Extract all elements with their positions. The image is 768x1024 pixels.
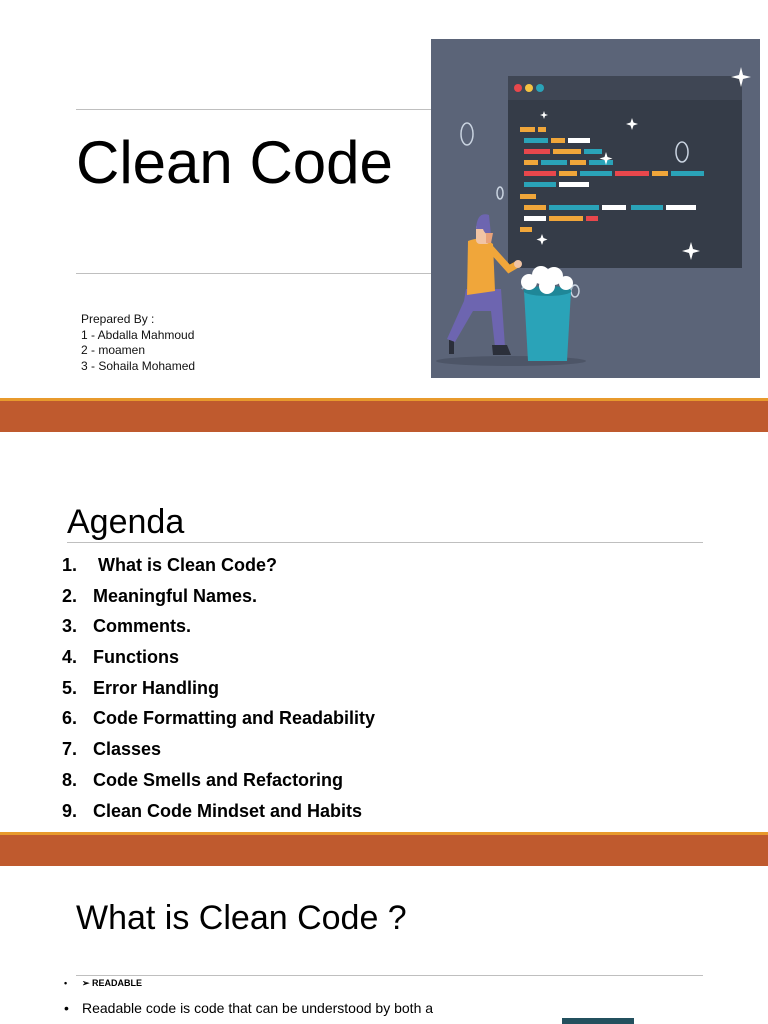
agenda-title: Agenda <box>67 503 185 541</box>
agenda-item: 3. Comments. <box>62 616 192 637</box>
section-title: What is Clean Code ? <box>76 899 407 937</box>
title-slide <box>0 0 768 400</box>
prepared-by-label: Prepared By : <box>81 312 155 326</box>
bullet-dot-icon: • <box>64 978 68 988</box>
agenda-item: 1. What is Clean Code? <box>62 555 278 575</box>
divider-band-2 <box>0 835 768 866</box>
agenda-rule <box>67 542 703 543</box>
member-1: 1 - Abdalla Mahmoud <box>81 327 195 342</box>
member-3: 3 - Sohaila Mohamed <box>81 358 196 373</box>
what-is-clean-code-slide <box>0 866 768 1024</box>
agenda-item: 5. Error Handling <box>62 677 220 698</box>
title-top-rule <box>76 109 432 110</box>
agenda-item: 6. Code Formatting and Readability <box>62 708 376 729</box>
agenda-item: 7. Classes <box>62 739 162 760</box>
bullet-dot-icon: • <box>64 1000 69 1016</box>
agenda-item: 2. Meaningful Names. <box>62 585 258 606</box>
decorative-shape <box>562 1018 634 1024</box>
agenda-slide <box>0 432 768 832</box>
agenda-item: 8. Code Smells and Refactoring <box>62 769 344 790</box>
section-rule <box>76 975 703 976</box>
divider-band-1 <box>0 401 768 432</box>
readable-description: • Readable code is code that can be understood by both a <box>64 1000 434 1016</box>
agenda-item: 9. Clean Code Mindset and Habits <box>62 800 363 821</box>
slide-title: Clean Code <box>76 129 393 196</box>
clean-code-illustration <box>431 39 760 378</box>
member-2: 2 - moamen <box>81 343 146 357</box>
title-bottom-rule <box>76 273 432 274</box>
readable-heading: • ➢ READABLE <box>64 978 143 988</box>
prepared-by-block <box>81 312 195 374</box>
agenda-item: 4. Functions <box>62 647 179 668</box>
agenda-list <box>62 550 375 826</box>
